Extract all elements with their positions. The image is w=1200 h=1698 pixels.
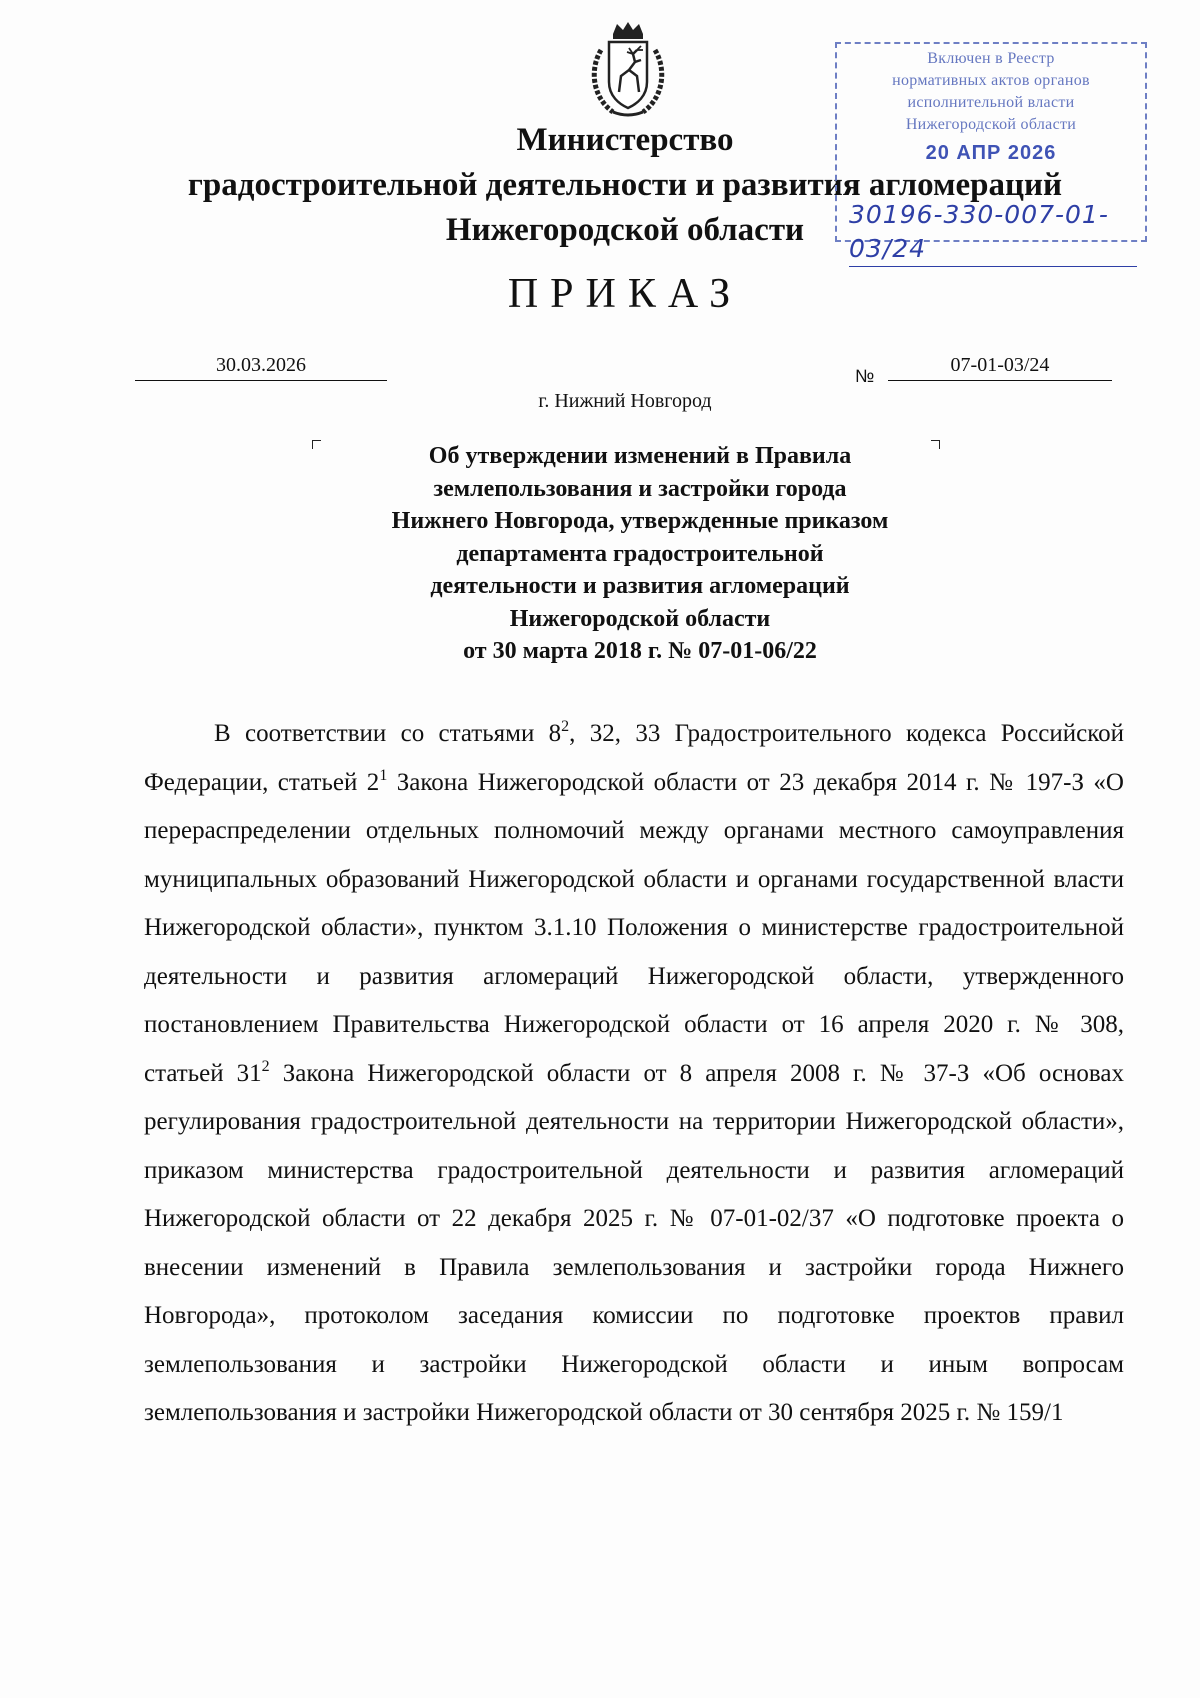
ministry-title-line-2: градостроительной деятельности и развития агломераций xyxy=(187,167,1063,203)
superscript: 2 xyxy=(561,718,570,735)
subject-line: деятельности и развития агломераций xyxy=(430,573,850,599)
subject-line: от 30 марта 2018 г. № 07-01-06/22 xyxy=(463,638,817,664)
stamp-line-1: Включен в Реестр xyxy=(927,50,1055,67)
order-heading: ПРИКАЗ xyxy=(507,271,743,317)
ministry-title-line-1: Министерство xyxy=(516,122,734,158)
subject-line: Нижегородской области xyxy=(509,605,771,632)
body-text-part: Закона Нижегородской области от 8 апреля 2008 г. № 37-З «Об основах регулирования градостроительной деятельности на территории Нижегородской области», приказом министерства градостроительной деятельности и развития агломераций Нижегородской области от 22 декабря 2025 г. № 07-01-02/37 «О подготовке проекта о внесении изменений в Правила землепользования и застройки города Нижнего Новгорода», протоколом заседания комиссии по подготовке проектов правил землепользования и застройки Нижегородской области и иным вопросам землепользования и застройки Нижегородской области от 30 сентября 2025 г. № 159/1 xyxy=(144,1059,1125,1426)
stamp-date: 20 АПР 2026 xyxy=(925,142,1057,164)
subject-line: Об утверждении изменений в Правила xyxy=(428,443,852,469)
stamp-line-2: нормативных актов органов xyxy=(892,72,1090,89)
body-text-part: , 32, 33 Градостроительного кодекса Российской Федерации, статьей 2 xyxy=(144,720,1124,796)
stamp-line-4: Нижегородской области xyxy=(905,116,1077,133)
body-text-part: Закона Нижегородской области от 23 декабря 2014 г. № 197-З «О перераспределении отдельных полномочий между органами местного самоуправления муниципальных образований Нижегородской области и органами государственной власти Нижегородской области», пунктом 3.1.10 Положения о министерстве градостроительной деятельности и развития агломераций Нижегородской области, утвержденного постановлением Правительства Нижегородской области от 16 апреля 2020 г. № 308, статьей 31 xyxy=(144,768,1124,1087)
stamp-line-3: исполнительной власти xyxy=(907,94,1075,111)
registry-stamp xyxy=(835,42,1147,263)
coat-of-arms-icon xyxy=(583,20,673,120)
order-subject xyxy=(300,440,980,668)
order-number: 07-01-03/24 xyxy=(888,350,1112,381)
body-text-part: В соответствии со статьями 8 xyxy=(214,720,562,747)
subject-line: департамента градостроительной xyxy=(456,540,824,567)
ministry-title-line-3: Нижегородской области xyxy=(445,212,805,248)
subject-line: землепользования и застройки города xyxy=(433,475,847,502)
order-number-sign: № xyxy=(855,366,875,386)
superscript: 1 xyxy=(379,766,388,784)
order-city: г. Нижний Новгород xyxy=(538,390,712,412)
stamp-registration-number: 30196-330-007-01-03/24 xyxy=(849,198,1137,267)
superscript: 2 xyxy=(261,1057,270,1075)
subject-line: Нижнего Новгорода, утвержденные приказом xyxy=(391,508,889,534)
order-date: 30.03.2026 xyxy=(135,350,387,381)
order-body-paragraph xyxy=(144,710,1124,1438)
